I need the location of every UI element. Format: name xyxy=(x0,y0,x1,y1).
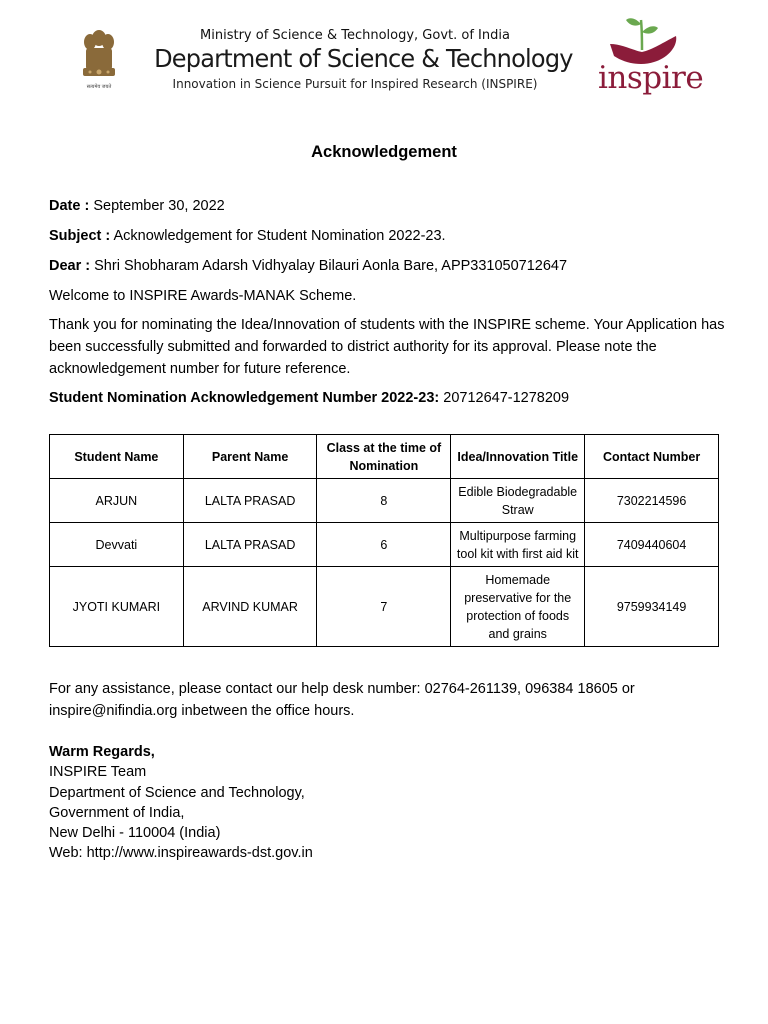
cell-class: 6 xyxy=(317,523,451,567)
date-value: September 30, 2022 xyxy=(93,198,225,214)
government-name: Government of India, xyxy=(49,804,185,821)
ack-number-label: Student Nomination Acknowledgement Number 2022-23: xyxy=(49,390,440,406)
subject-line xyxy=(49,225,446,247)
welcome-text: Welcome to INSPIRE Awards-MANAK Scheme. xyxy=(49,288,357,304)
department-heading: Department of Science & Technology xyxy=(154,44,573,73)
col-header-idea-title: Idea/Innovation Title xyxy=(451,435,585,479)
cell-contact: 9759934149 xyxy=(585,567,719,647)
national-emblem-icon xyxy=(78,28,120,92)
dear-line xyxy=(49,255,567,277)
date-line xyxy=(49,195,225,217)
cell-idea-title: Multipurpose farming tool kit with first aid kit xyxy=(451,523,585,567)
date-label: Date : xyxy=(49,198,90,214)
ack-number-value: 20712647-1278209 xyxy=(443,390,570,406)
department-name: Department of Science and Technology, xyxy=(49,784,305,801)
table-row xyxy=(50,523,719,567)
cell-parent-name: LALTA PRASAD xyxy=(183,479,317,523)
cell-contact: 7302214596 xyxy=(585,479,719,523)
cell-idea-title: Homemade preservative for the protection of foods and grains xyxy=(451,567,585,647)
table-header-row xyxy=(50,435,719,479)
col-header-parent-name: Parent Name xyxy=(183,435,317,479)
subject-value: Acknowledgement for Student Nomination 2022-23. xyxy=(113,228,446,244)
signature-block xyxy=(49,742,313,864)
dear-label: Dear : xyxy=(49,258,91,274)
col-header-contact: Contact Number xyxy=(585,435,719,479)
ack-number-line xyxy=(49,387,569,409)
cell-class: 7 xyxy=(317,567,451,647)
inspire-logo-text: inspire xyxy=(598,60,704,96)
address: New Delhi - 110004 (India) xyxy=(49,825,221,842)
col-header-class: Class at the time of Nomination xyxy=(317,435,451,479)
inspire-tagline: Innovation in Science Pursuit for Inspired Research (INSPIRE) xyxy=(172,77,538,91)
warm-regards: Warm Regards, xyxy=(49,744,155,760)
cell-parent-name: LALTA PRASAD xyxy=(183,523,317,567)
dear-value: Shri Shobharam Adarsh Vidhyalay Bilauri Aonla Bare, APP331050712647 xyxy=(94,258,568,274)
team-name: INSPIRE Team xyxy=(49,764,147,781)
cell-student-name: ARJUN xyxy=(50,479,184,523)
cell-contact: 7409440604 xyxy=(585,523,719,567)
page-title: Acknowledgement xyxy=(311,143,457,161)
cell-student-name: Devvati xyxy=(50,523,184,567)
cell-student-name: JYOTI KUMARI xyxy=(50,567,184,647)
website: Web: http://www.inspireawards-dst.gov.in xyxy=(49,845,313,862)
nomination-table xyxy=(49,434,719,647)
cell-idea-title: Edible Biodegradable Straw xyxy=(451,479,585,523)
subject-label: Subject : xyxy=(49,228,111,244)
cell-class: 8 xyxy=(317,479,451,523)
emblem-caption: सत्यमेव जयते xyxy=(86,84,112,90)
assistance-paragraph: For any assistance, please contact our help desk number: 02764-261139, 096384 18605 or inspire@nifindia.org inbetween the office hours. xyxy=(49,681,635,719)
table-row xyxy=(50,479,719,523)
thanks-paragraph: Thank you for nominating the Idea/Innovation of students with the INSPIRE scheme. Your Application has been successfully submitted and forwarded to district authority for its approval. Please note the acknowledgement number for future reference. xyxy=(49,317,725,377)
table-row xyxy=(50,567,719,647)
col-header-student-name: Student Name xyxy=(50,435,184,479)
ministry-line: Ministry of Science & Technology, Govt. of India xyxy=(200,28,510,43)
cell-parent-name: ARVIND KUMAR xyxy=(183,567,317,647)
